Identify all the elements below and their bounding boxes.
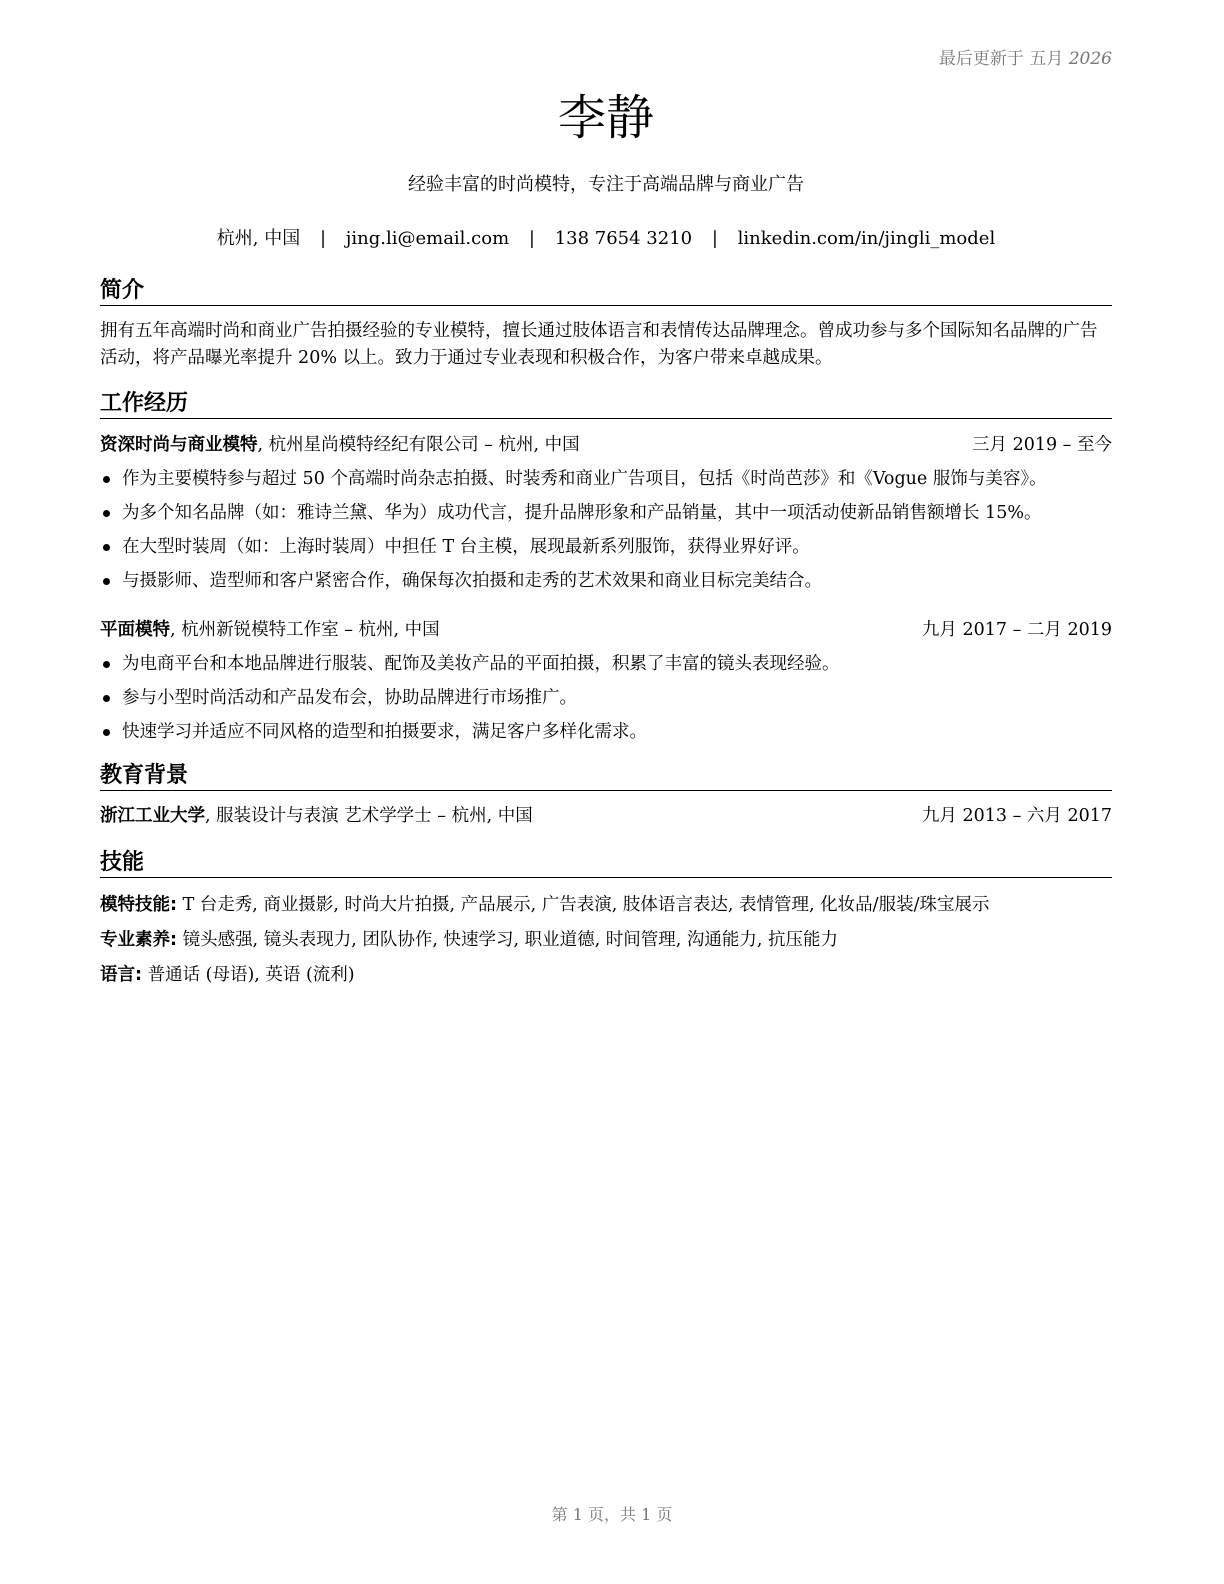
education-detail: , 服装设计与表演 艺术学学士 – 杭州, 中国 <box>205 806 533 826</box>
person-name: 李静 <box>557 90 654 146</box>
education-entry <box>100 803 1112 829</box>
list-item: 与摄影师、造型师和客户紧密合作，确保每次拍摄和走秀的艺术效果和商业目标完美结合。 <box>100 564 1112 598</box>
job-dates: 三月 2019 – 至今 <box>972 435 1112 455</box>
section-title: 工作经历 <box>100 390 1112 419</box>
skill-label: 模特技能: <box>100 895 177 915</box>
job-role: 平面模特 <box>100 620 170 640</box>
last-updated-year: 2026 <box>1068 49 1112 69</box>
contact-email[interactable]: jing.li@email.com <box>345 228 510 249</box>
skill-line <box>100 923 1112 958</box>
contact-line <box>100 224 1112 250</box>
list-item: 快速学习并适应不同风格的造型和拍摄要求，满足客户多样化需求。 <box>100 715 1112 749</box>
page-footer: 第 1 页，共 1 页 <box>551 1505 673 1524</box>
list-item: 作为主要模特参与超过 50 个高端时尚杂志拍摄、时装秀和商业广告项目，包括《时尚芭莎》和《Vogue 服饰与美容》。 <box>100 462 1112 496</box>
last-updated <box>939 44 1112 69</box>
section-title: 简介 <box>100 277 1112 306</box>
contact-separator: | <box>528 228 535 249</box>
education-dates: 九月 2013 – 六月 2017 <box>921 806 1112 826</box>
section-title: 技能 <box>100 849 1112 878</box>
contact-phone: 138 7654 3210 <box>554 228 693 249</box>
list-item: 为电商平台和本地品牌进行服装、配饰及美妆产品的平面拍摄，积累了丰富的镜头表现经验。 <box>100 647 1112 681</box>
job-bullets <box>100 647 1112 749</box>
list-item: 参与小型时尚活动和产品发布会，协助品牌进行市场推广。 <box>100 681 1112 715</box>
job-entry <box>100 617 1112 749</box>
skill-label: 专业素养: <box>100 930 177 950</box>
job-dates: 九月 2017 – 二月 2019 <box>921 620 1112 640</box>
job-title-line <box>100 617 440 643</box>
summary-section <box>100 277 1112 372</box>
headline: 经验丰富的时尚模特，专注于高端品牌与商业广告 <box>408 174 804 195</box>
skill-text: 普通话 (母语), 英语 (流利) <box>142 965 355 985</box>
skills-list <box>100 888 1112 993</box>
list-item: 为多个知名品牌（如：雅诗兰黛、华为）成功代言，提升品牌形象和产品销量，其中一项活动使新品销售额增长 15%。 <box>100 496 1112 530</box>
job-title-line <box>100 432 580 458</box>
job-header <box>100 432 1112 458</box>
skill-text: 镜头感强, 镜头表现力, 团队协作, 快速学习, 职业道德, 时间管理, 沟通能力, 抗压能力 <box>177 930 838 950</box>
skill-text: T 台走秀, 商业摄影, 时尚大片拍摄, 产品展示, 广告表演, 肢体语言表达, 表情管理, 化妆品/服装/珠宝展示 <box>177 895 990 915</box>
education-title-line <box>100 803 533 829</box>
job-role: 资深时尚与商业模特 <box>100 435 258 455</box>
list-item: 在大型时装周（如：上海时装周）中担任 T 台主模，展现最新系列服饰，获得业界好评。 <box>100 530 1112 564</box>
job-org: , 杭州新锐模特工作室 – 杭州, 中国 <box>170 620 440 640</box>
contact-linkedin[interactable]: linkedin.com/in/jingli_model <box>737 228 996 249</box>
resume-page <box>100 0 1112 1584</box>
skills-section <box>100 849 1112 993</box>
skill-label: 语言: <box>100 965 142 985</box>
section-title: 教育背景 <box>100 762 1112 791</box>
education-section <box>100 762 1112 829</box>
skill-line <box>100 958 1112 993</box>
summary-text: 拥有五年高端时尚和商业广告拍摄经验的专业模特，擅长通过肢体语言和表情传达品牌理念。曾成功参与多个国际知名品牌的广告活动，将产品曝光率提升 20% 以上。致力于通过专业表现和积极合作，为客户带来卓越成果。 <box>100 321 1098 368</box>
job-entry <box>100 432 1112 598</box>
job-org: , 杭州星尚模特经纪有限公司 – 杭州, 中国 <box>257 435 580 455</box>
education-school: 浙江工业大学 <box>100 806 205 826</box>
contact-location: 杭州, 中国 <box>216 228 301 249</box>
job-header <box>100 617 1112 643</box>
contact-separator: | <box>711 228 718 249</box>
experience-section <box>100 390 1112 749</box>
job-bullets <box>100 462 1112 598</box>
contact-separator: | <box>319 228 327 249</box>
last-updated-label: 最后更新于 五月 <box>938 49 1064 69</box>
skill-line <box>100 888 1112 923</box>
